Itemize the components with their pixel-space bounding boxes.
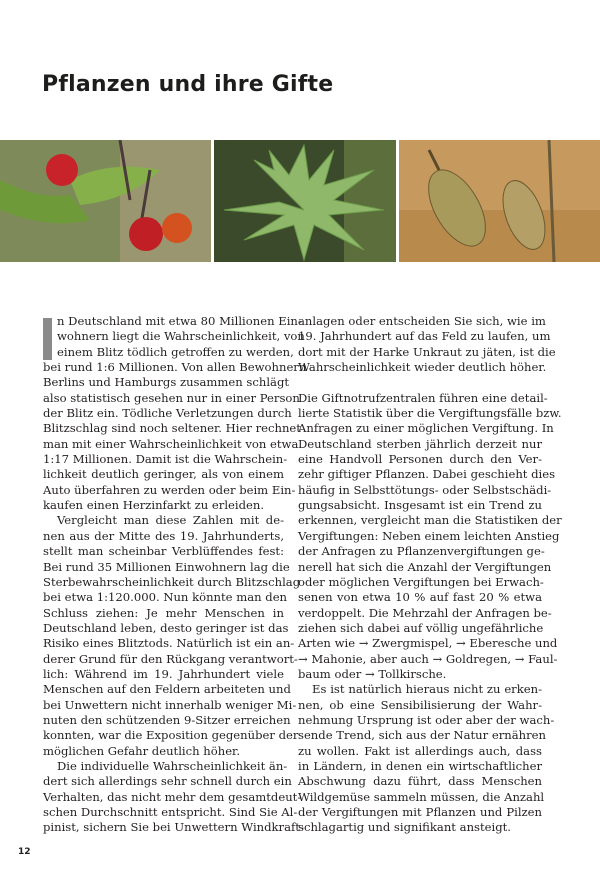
text-line: also statistisch gesehen nur in einer Person [43, 390, 300, 405]
text-line: Vergleicht man diese Zahlen mit de- [57, 513, 284, 528]
text-line: sende Trend, sich aus der Natur ernähren [298, 728, 546, 743]
text-line: häufig in Selbsttötungs- oder Selbstschädi- [298, 482, 552, 497]
text-line: stellt man scheinbar Verblüffendes fest: [43, 544, 284, 559]
text-line: zehr giftiger Pflanzen. Dabei geschieht dies [298, 467, 556, 482]
text-line: Auto überfahren zu werden oder beim Ein- [43, 482, 296, 497]
text-line: erkennen, vergleicht man die Statistiken der [298, 513, 562, 528]
green-leaf-photo [214, 140, 396, 262]
text-line: einem Blitz tödlich getroffen zu werden, [57, 344, 294, 359]
text-line: senen von etwa 10 % auf fast 20 % etwa [298, 590, 542, 605]
text-line: Verhalten, das nicht mehr dem gesamtdeut- [43, 789, 302, 804]
text-line: bei rund 1:6 Millionen. Von allen Bewohnern [43, 360, 307, 375]
text-line: 19. Jahrhundert auf das Feld zu laufen, um [298, 329, 551, 344]
text-column-right [298, 314, 562, 836]
text-line: nen, ob eine Sensibilisierung der Wahr- [298, 697, 542, 712]
text-line: n Deutschland mit etwa 80 Millionen Ein- [57, 314, 302, 328]
text-line: Blitzschlag sind noch seltener. Hier rechnet [43, 421, 301, 436]
text-line: verdoppelt. Die Mehrzahl der Anfragen be- [298, 605, 552, 620]
text-line: der Blitz ein. Tödliche Verletzungen durch [43, 406, 292, 421]
text-line: nehmung Ursprung ist oder aber der wach- [298, 712, 555, 727]
text-line: 1:17 Millionen. Damit ist die Wahrschein- [43, 452, 288, 467]
text-line: Menschen auf den Feldern arbeiteten und [43, 682, 291, 697]
text-line: bei Unwettern nicht innerhalb weniger Mi- [43, 697, 297, 712]
text-line: man mit einer Wahrscheinlichkeit von etwa [43, 436, 299, 451]
text-line: Anfragen zu einer möglichen Vergiftung. In [298, 421, 554, 436]
text-line: bei etwa 1:120.000. Nun könnte man den [43, 590, 288, 605]
page-title: Pflanzen und ihre Gifte [42, 72, 334, 97]
text-line: zu wollen. Fakt ist allerdings auch, dass [298, 743, 542, 758]
text-line: Deutschland leben, desto geringer ist das [43, 620, 289, 635]
text-line: wohnern liegt die Wahrscheinlichkeit, von [57, 329, 305, 344]
text-line: möglichen Gefahr deutlich höher. [43, 743, 241, 758]
text-line: der Vergiftungen mit Pflanzen und Pilzen [298, 805, 542, 819]
text-line: Deutschland sterben jährlich derzeit nur [298, 436, 542, 451]
text-line: Bei rund 35 Millionen Einwohnern lag die [43, 559, 290, 574]
text-line: Abschwung dazu führt, dass Menschen [298, 774, 542, 789]
text-line: → Mahonie, aber auch → Goldregen, → Faul- [298, 651, 558, 666]
text-line: Sterbewahrscheinlichkeit durch Blitzschlag [43, 574, 301, 589]
text-line: nuten den schützenden 9-Sitzer erreichen [43, 712, 291, 727]
text-column-left [43, 314, 307, 836]
text-line: Die Giftnotrufzentralen führen eine detail- [298, 390, 548, 405]
text-line: der Anfragen zu Pflanzenvergiftungen ge- [298, 544, 545, 559]
text-line: kaufen einen Herzinfarkt zu erleiden. [43, 498, 265, 513]
text-line: pinist, sichern Sie bei Unwettern Windkraft- [43, 820, 304, 835]
text-line: lich: Während im 19. Jahrhundert viele [43, 666, 284, 681]
text-line: eine Handvoll Personen durch den Ver- [298, 452, 542, 467]
text-line: lierte Statistik über die Vergiftungsfälle bzw. [298, 406, 562, 421]
paragraph-gap [298, 375, 542, 390]
text-line: Arten wie → Zwergmispel, → Eberesche und [298, 636, 558, 651]
text-line: Vergiftungen: Neben einem leichten Anstieg [298, 528, 560, 543]
text-line: gungsabsicht. Insgesamt ist ein Trend zu [298, 498, 542, 513]
text-line: Wildgemüse sammeln müssen, die Anzahl [298, 789, 545, 804]
red-berries-photo [0, 140, 211, 262]
text-line: ziehen sich dabei auf völlig ungefährliche [298, 620, 544, 635]
text-line: in Ländern, in denen ein wirtschaftlicher [298, 758, 542, 773]
seed-pods-photo [399, 140, 600, 262]
text-line: schlagartig und signifikant ansteigt. [298, 820, 511, 835]
page-number: 12 [18, 847, 31, 857]
text-line: anlagen oder entscheiden Sie sich, wie im [298, 314, 546, 328]
text-line: oder möglichen Vergiftungen bei Erwach- [298, 574, 544, 589]
text-line: dert sich allerdings sehr schnell durch ein [43, 774, 292, 789]
text-line: nerell hat sich die Anzahl der Vergiftungen [298, 559, 552, 574]
text-line: konnten, war die Exposition gegenüber der [43, 728, 299, 743]
text-line: Schluss ziehen: Je mehr Menschen in [43, 605, 284, 620]
drop-cap [43, 318, 52, 360]
text-line: baum oder → Tollkirsche. [298, 666, 447, 681]
text-line: dort mit der Harke Unkraut zu jäten, ist die [298, 344, 556, 359]
text-line: derer Grund für den Rückgang verantwort- [43, 651, 298, 666]
text-line: Wahrscheinlichkeit wieder deutlich höher. [298, 360, 547, 375]
text-line: Die individuelle Wahrscheinlichkeit än- [57, 758, 288, 773]
text-line: nen aus der Mitte des 19. Jahrhunderts, [43, 528, 284, 543]
text-line: Es ist natürlich hieraus nicht zu erken- [312, 682, 542, 697]
text-line: lichkeit deutlich geringer, als von einem [43, 467, 284, 482]
text-line: Risiko eines Blitztods. Natürlich ist ein an- [43, 636, 295, 651]
text-line: Berlins und Hamburgs zusammen schlägt [43, 375, 290, 390]
text-line: schen Durchschnitt entspricht. Sind Sie Al- [43, 805, 298, 819]
